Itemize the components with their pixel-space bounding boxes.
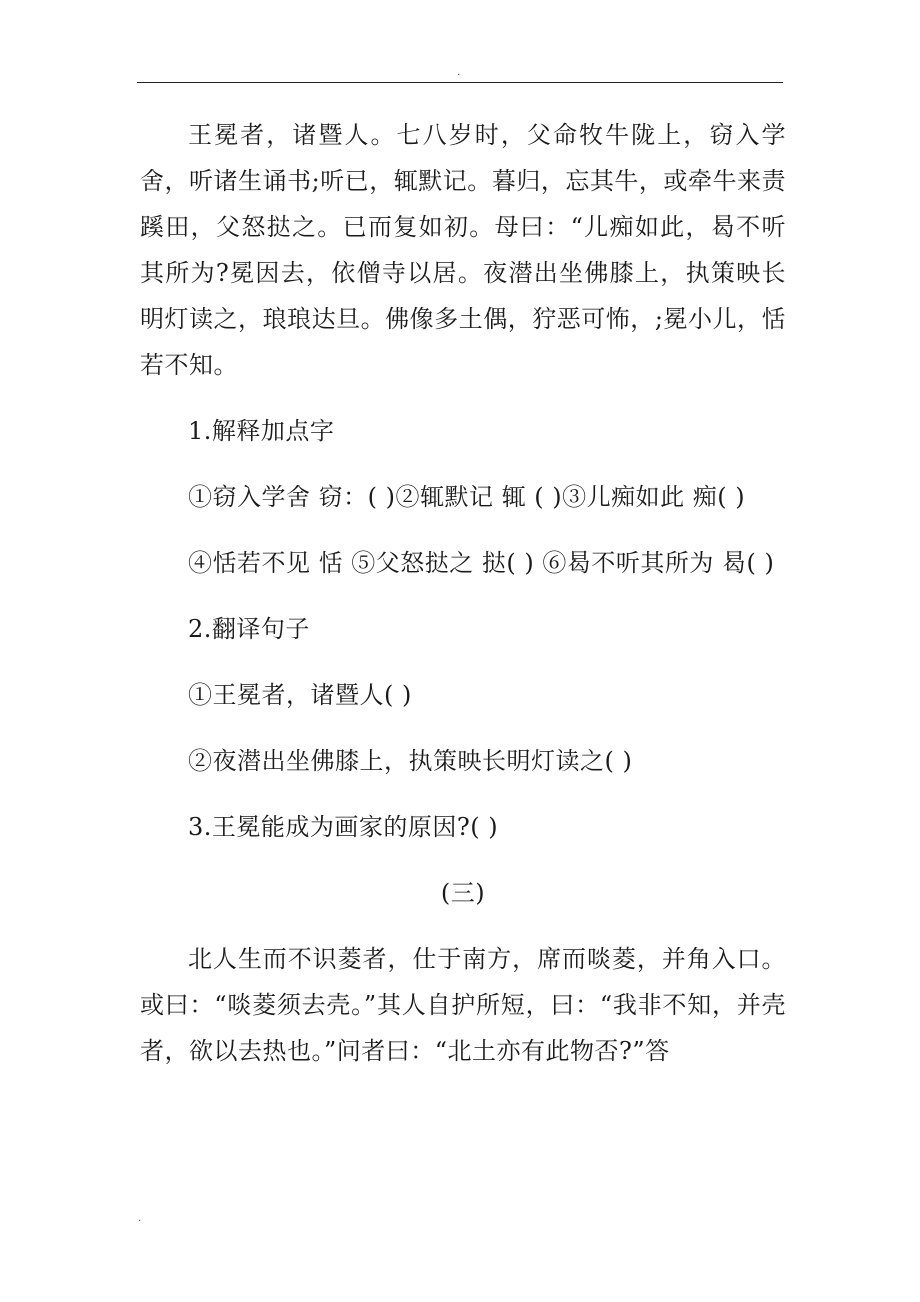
question-2-item-1: ①王冕者，诸暨人( ) [188, 681, 412, 709]
question-3: 3.王冕能成为画家的原因?( ) [188, 813, 499, 841]
header-mark: . [457, 67, 461, 78]
document-body [140, 112, 786, 1074]
question-1-title: 1.解释加点字 [188, 417, 335, 445]
header-rule [137, 82, 783, 83]
footer-mark: . [138, 1213, 142, 1224]
question-2-title: 2.翻译句子 [188, 615, 310, 643]
passage-wangmian: 王冕者，诸暨人。七八岁时，父命牧牛陇上，窃入学舍，听诸生诵书;听已，辄默记。暮归，忘其牛，或牵牛来责蹊田，父怒挞之。已而复如初。母曰：“儿痴如此，曷不听其所为?冕因去，依僧寺以居。夜潜出坐佛膝上，执策映长明灯读之，琅琅达旦。佛像多土偶，狞恶可怖，;冕小儿，恬若不知。 [140, 121, 786, 379]
question-2-item-2: ②夜潜出坐佛膝上，执策映长明灯读之( ) [188, 747, 633, 775]
passage-ling: 北人生而不识菱者，仕于南方，席而啖菱，并角入口。或曰：“啖菱须去壳。”其人自护所短，曰：“我非不知，并壳者，欲以去热也。”问者曰：“北土亦有此物否?”答 [140, 945, 786, 1065]
section-3-heading: (三) [440, 879, 486, 907]
question-1-line-2: ④恬若不见 恬 ⑤父怒挞之 挞( ) ⑥曷不听其所为 曷( ) [188, 549, 775, 577]
question-1-line-1: ①窃入学舍 窃：( )②辄默记 辄 ( )③儿痴如此 痴( ) [188, 483, 746, 511]
